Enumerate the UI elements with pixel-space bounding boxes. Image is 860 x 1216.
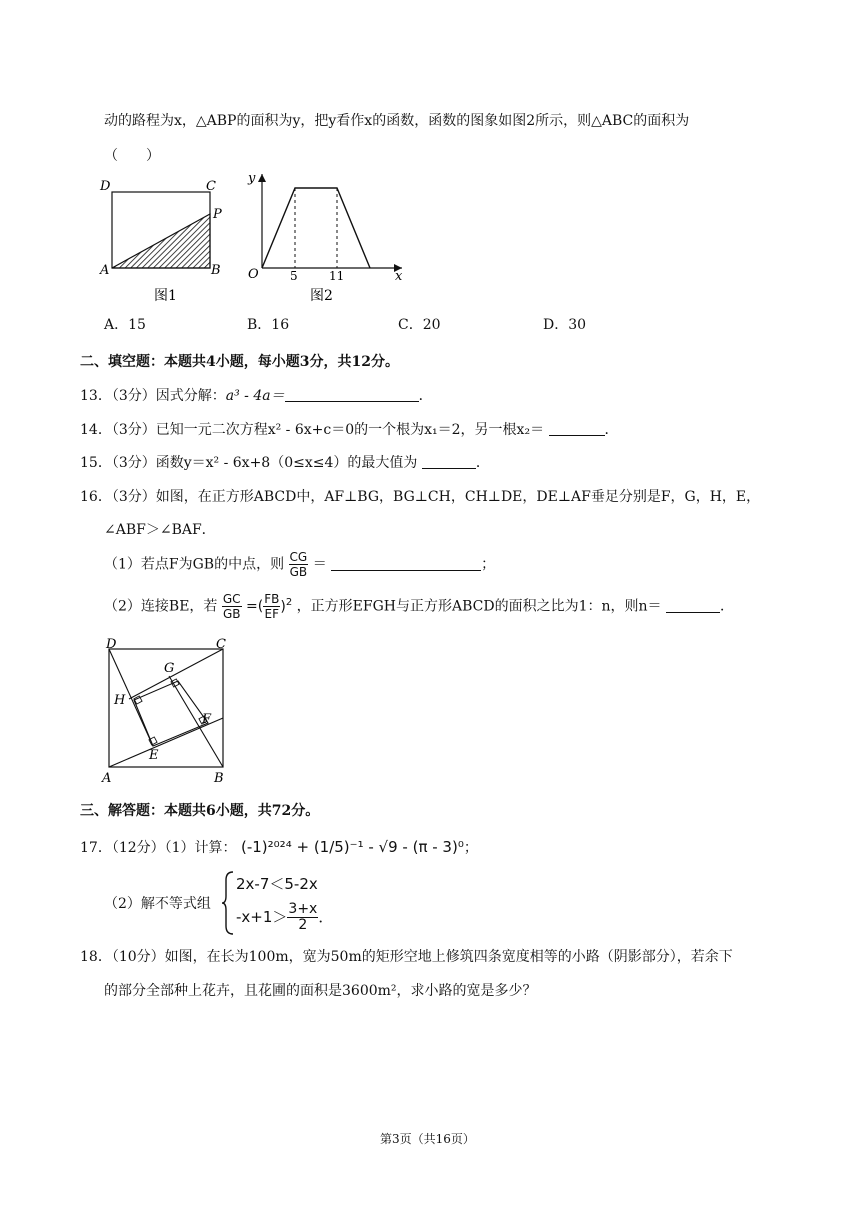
q17-part-2 bbox=[104, 868, 364, 938]
fig1-label-c: C bbox=[206, 179, 216, 194]
q16-fraction-fb-ef: $\frac{FB}{EF}$ bbox=[264, 592, 280, 621]
fig1-label-d: D bbox=[100, 179, 111, 194]
q17-expression: (-1)²⁰²⁴ + (1/5)⁻¹ - √9 - (π - 3)⁰ bbox=[241, 838, 464, 856]
fig2-axis-x: x bbox=[395, 269, 403, 284]
fig1-label-a: A bbox=[100, 263, 110, 278]
q16-part-1 bbox=[104, 550, 495, 579]
question-14 bbox=[80, 419, 619, 439]
fig2-tick-5: 5 bbox=[290, 269, 298, 283]
system-brace-icon bbox=[221, 870, 235, 936]
q16-fig-label-a: A bbox=[102, 771, 112, 786]
q17-end: ； bbox=[463, 840, 478, 856]
q15-answer-blank[interactable] bbox=[422, 454, 476, 469]
q16-part2-prefix: （2）连接BE，若 bbox=[104, 598, 218, 615]
q16-part1-answer-blank[interactable] bbox=[331, 556, 481, 571]
q18-line-1: 18．（10分）如图，在长为100m，宽为50m的矩形空地上修筑四条宽度相等的小路（阴影部分），若余下 bbox=[80, 949, 733, 965]
q16-fig-label-e: E bbox=[149, 748, 159, 763]
fig2-caption: 图2 bbox=[310, 288, 333, 304]
q16-line-2: ∠ABF＞∠BAF． bbox=[104, 522, 216, 538]
q16-part1-equals: ＝ bbox=[312, 556, 327, 573]
q12-option-b[interactable]: B．16 bbox=[247, 317, 290, 333]
q13-end: ． bbox=[418, 388, 433, 404]
q15-text: 15．（3分）函数y＝x² - 6x+8（0≤x≤4）的最大值为 bbox=[80, 455, 418, 471]
fig1-label-p: P bbox=[213, 207, 222, 222]
q16-part2-answer-blank[interactable] bbox=[666, 598, 720, 613]
section-2-title: 二、填空题：本题共4小题，每小题3分，共12分。 bbox=[80, 354, 399, 370]
q17-inequality-1: 2x-7＜5-2x bbox=[236, 875, 318, 893]
fig2-axis-y: y bbox=[248, 171, 256, 186]
q16-fraction-gc-gb: $\frac{GC}{GB}$ bbox=[222, 592, 241, 621]
q17-part2-label: （2）解不等式组 bbox=[104, 896, 211, 912]
q13-answer-blank[interactable] bbox=[285, 387, 419, 402]
q16-part2-end: ． bbox=[719, 598, 734, 615]
q16-line-1: 16．（3分）如图，在正方形ABCD中，AF⊥BG，BG⊥CH，CH⊥DE，DE⊥AF垂足分别是F，G，H，E， bbox=[80, 489, 761, 505]
q12-text-line: 动的路程为x，△ABP的面积为y，把y看作x的函数，函数的图象如图2所示，则△ABC的面积为 bbox=[104, 113, 690, 129]
q12-option-d[interactable]: D．30 bbox=[543, 317, 587, 333]
q17-inequality-2: -x+1＞ $\frac{3+x}{2}$ ． bbox=[236, 901, 334, 933]
fig1-caption: 图1 bbox=[154, 288, 177, 304]
q16-fig-label-f: F bbox=[202, 712, 212, 727]
q12-option-c[interactable]: C．20 bbox=[398, 317, 441, 333]
q17-prefix: 17．（12分）（1）计算： bbox=[80, 840, 237, 856]
q13-number: 13．（3分）因式分解： bbox=[80, 388, 226, 404]
q16-part-2: （2）连接BE，若 $\frac{GC}{GB}$ =( $\frac{FB}{EF}$ )$^2$ ，正方形EFGH与正方形ABCD的面积之比为1：n，则n＝ ． bbox=[104, 592, 734, 621]
question-13 bbox=[80, 385, 433, 405]
q16-part1-prefix: （1）若点F为GB的中点，则 bbox=[104, 556, 285, 573]
section-3-title: 三、解答题：本题共6小题，共72分。 bbox=[80, 803, 320, 819]
q16-figure-square bbox=[96, 636, 238, 786]
figure-1 bbox=[96, 172, 226, 304]
q17-part-1 bbox=[80, 837, 478, 857]
q12-answer-paren: （ ） bbox=[104, 148, 160, 164]
q14-text: 14．（3分）已知一元二次方程x² - 6x+c＝0的一个根为x₁＝2，另一根x₂＝ bbox=[80, 422, 545, 438]
question-15 bbox=[80, 452, 490, 472]
q16-fig-label-g: G bbox=[164, 661, 175, 676]
page-footer: 第3页（共16页） bbox=[380, 1132, 475, 1146]
q16-fig-label-c: C bbox=[216, 637, 226, 652]
figure-2 bbox=[238, 168, 408, 304]
q16-fig-label-b: B bbox=[214, 771, 224, 786]
q13-expression: a³ - 4a＝ bbox=[225, 388, 285, 404]
q14-end: ． bbox=[604, 422, 619, 438]
q14-answer-blank[interactable] bbox=[549, 421, 605, 436]
q16-part1-end: ； bbox=[481, 556, 496, 573]
fig1-label-b: B bbox=[211, 263, 221, 278]
q16-part2-text: ，正方形EFGH与正方形ABCD的面积之比为1：n，则n＝ bbox=[296, 598, 662, 615]
fig2-origin: O bbox=[248, 267, 259, 282]
q15-end: ． bbox=[475, 455, 490, 471]
q16-fig-label-d: D bbox=[106, 637, 117, 652]
q16-fraction-cg-gb: $\frac{CG}{GB}$ bbox=[289, 550, 308, 579]
q16-fig-label-h: H bbox=[114, 693, 126, 708]
fig2-tick-11: 11 bbox=[329, 269, 345, 283]
q18-line-2: 的部分全部种上花卉，且花圃的面积是3600m²，求小路的宽是多少？ bbox=[104, 983, 537, 999]
q12-option-a[interactable]: A．15 bbox=[104, 317, 146, 333]
